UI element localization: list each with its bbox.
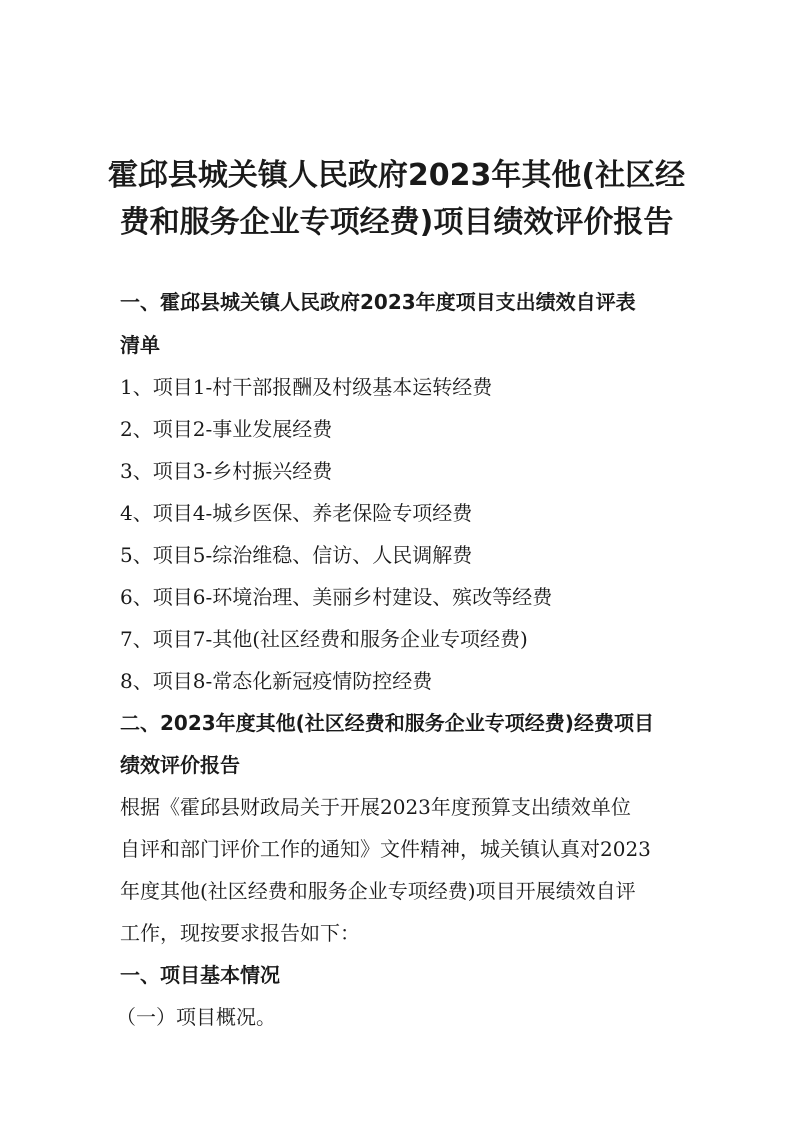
list-item-4: 4、项目4-城乡医保、养老保险专项经费: [120, 501, 473, 525]
body-line-2: 自评和部门评价工作的通知》文件精神，城关镇认真对2023: [120, 837, 651, 861]
list-item-3: 3、项目3-乡村振兴经费: [120, 459, 333, 483]
section-1-heading-line-2: 清单: [120, 333, 160, 357]
list-item-6: 6、项目6-环境治理、美丽乡村建设、殡改等经费: [120, 585, 553, 609]
section-3-heading: 一、项目基本情况: [120, 963, 280, 987]
section-1-heading-line-1: 一、霍邱县城关镇人民政府2023年度项目支出绩效自评表: [120, 290, 636, 314]
list-item-1: 1、项目1-村干部报酬及村级基本运转经费: [120, 375, 493, 399]
list-item-5: 5、项目5-综治维稳、信访、人民调解费: [120, 543, 473, 567]
list-item-7: 7、项目7-其他(社区经费和服务企业专项经费): [120, 627, 528, 651]
body-line-1: 根据《霍邱县财政局关于开展2023年度预算支出绩效单位: [120, 795, 631, 819]
title-line-1: 霍邱县城关镇人民政府2023年其他(社区经: [107, 158, 686, 193]
body-line-3: 年度其他(社区经费和服务企业专项经费)项目开展绩效自评: [120, 879, 636, 903]
title-line-2: 费和服务企业专项经费)项目绩效评价报告: [119, 205, 674, 240]
body-line-4: 工作，现按要求报告如下：: [120, 921, 360, 945]
list-item-2: 2、项目2-事业发展经费: [120, 417, 333, 441]
section-3-sub-heading: （一）项目概况。: [116, 1005, 276, 1029]
list-item-8: 8、项目8-常态化新冠疫情防控经费: [120, 669, 433, 693]
document-title: [100, 152, 693, 246]
section-2-heading-line-2: 绩效评价报告: [120, 753, 240, 777]
section-2-heading-line-1: 二、2023年度其他(社区经费和服务企业专项经费)经费项目: [120, 711, 654, 735]
